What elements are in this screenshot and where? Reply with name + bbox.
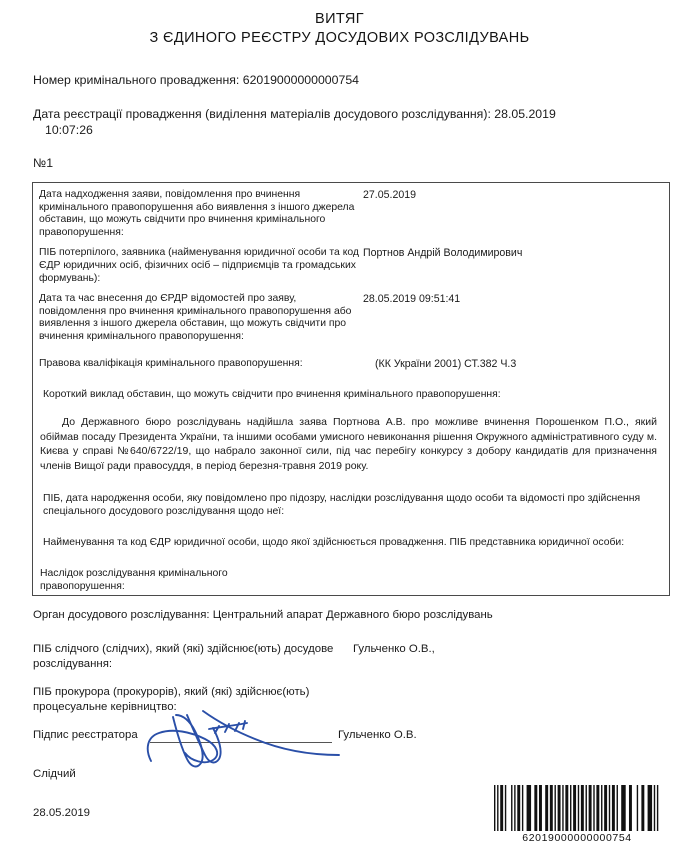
summary-heading: Короткий виклад обставин, що можуть свідчити про вчинення кримінального правопорушення:: [43, 389, 501, 401]
footer-date: 28.05.2019: [33, 806, 91, 819]
row-label-legal-qualification: Правова кваліфікація кримінального правопорушення:: [39, 357, 303, 369]
case-narrative: [40, 415, 657, 473]
investigator-label-line-1: ПІБ слідчого (слідчих), який (які) здійснює(ють) досудове: [33, 643, 334, 655]
suspect-info-heading: ПІБ, дата народження особи, яку повідомлено про підозру, наслідки розслідування щодо особи та відомості про здійснення спеціального досудового розслідування щодо неї:: [43, 492, 641, 517]
registration-date-text: Дата реєстрації провадження (виділення матеріалів досудового розслідування): 28.05.2019: [33, 107, 556, 121]
registrar-signature-label: Підпис реєстратора: [33, 729, 138, 742]
investigator-row: [33, 642, 653, 671]
prosecutor-label: [33, 685, 653, 714]
case-narrative-text: До Державного бюро розслідувань надійшла заява Портнова А.В. про можливе вчинення Порошенком П.О., який обіймав посаду Президента України, та іншими особами умисного невиконання рішення Окружного адміністративного суду м. Києва у справі №640/6722/19, що набрало законної сили, під час перебігу конкурсу з добору кандидатів для призначення членів Вищої ради правосуддя, в період березня-травня 2019 року.: [40, 416, 657, 472]
investigation-body-line: Орган досудового розслідування: Центральний апарат Державного бюро розслідувань: [33, 609, 493, 621]
barcode-value: 62019000000000754: [522, 832, 632, 844]
registration-time-text: 10:07:26: [45, 123, 93, 137]
table-row: [39, 293, 661, 343]
title-line-2: З ЄДИНОГО РЕЄСТРУ ДОСУДОВИХ РОЗСЛІДУВАНЬ: [149, 30, 530, 46]
row-value-erdr-entry-datetime: 28.05.2019 09:51:41: [363, 293, 461, 306]
prosecutor-label-line-2: процесуальне керівництво:: [33, 700, 177, 713]
row-label-erdr-entry-datetime: Дата та час внесення до ЄРДР відомостей про заяву, повідомлення про вчинення кримінального правопорушення або виявлення з іншого джерела обставин, що можуть свідчити про вчинення кримінального правопорушення:: [39, 293, 352, 342]
investigation-outcome-line-2: правопорушення:: [40, 580, 125, 592]
sledchy-label: Слідчий: [33, 768, 76, 781]
prosecutor-label-line-1: ПІБ прокурора (прокурорів), який (які) здійснює(ють): [33, 686, 310, 699]
row-value-victim-name: Портнов Андрій Володимирович: [363, 247, 523, 260]
row-value-legal-qualification: (КК України 2001) СТ.382 Ч.3: [375, 357, 517, 370]
title-line-1: ВИТЯГ: [315, 11, 364, 27]
row-value-application-date: 27.05.2019: [363, 189, 417, 201]
row-label-application-date: Дата надходження заяви, повідомлення про вчинення кримінального правопорушення або виявлення з іншого джерела обставин, що можуть свідчити про вчинення кримінального правопорушення:: [39, 189, 355, 238]
registration-date-line: [33, 106, 659, 138]
barcode: [493, 785, 661, 844]
signature-rule: [150, 742, 332, 743]
investigator-label-line-2: розслідування:: [33, 657, 113, 670]
registrar-name: Гульченко О.В.: [338, 729, 417, 742]
table-row: [39, 189, 661, 239]
record-number: №1: [33, 156, 54, 170]
row-label-victim-name: ПІБ потерпілого, заявника (найменування юридичної особи та код ЄДР юридичних осіб, фізичних осіб – підприємців та громадських формувань):: [39, 247, 359, 284]
registrar-signature-block: [33, 727, 653, 753]
legal-entity-heading: Найменування та код ЄДР юридичної особи, щодо якої здійснюється провадження. ПІБ представника юридичної особи:: [43, 536, 625, 548]
details-table: [32, 182, 670, 596]
investigator-label: [33, 642, 343, 671]
page-title: [0, 10, 679, 48]
investigator-value: Гульченко О.В.,: [353, 643, 435, 655]
investigation-outcome-line-1: Наслідок розслідування кримінального: [40, 567, 228, 579]
case-number-line: Номер кримінального провадження: 62019000000000754: [33, 73, 359, 87]
table-row: [39, 247, 661, 285]
barcode-bars-icon: [493, 785, 661, 831]
table-row: [39, 358, 661, 371]
